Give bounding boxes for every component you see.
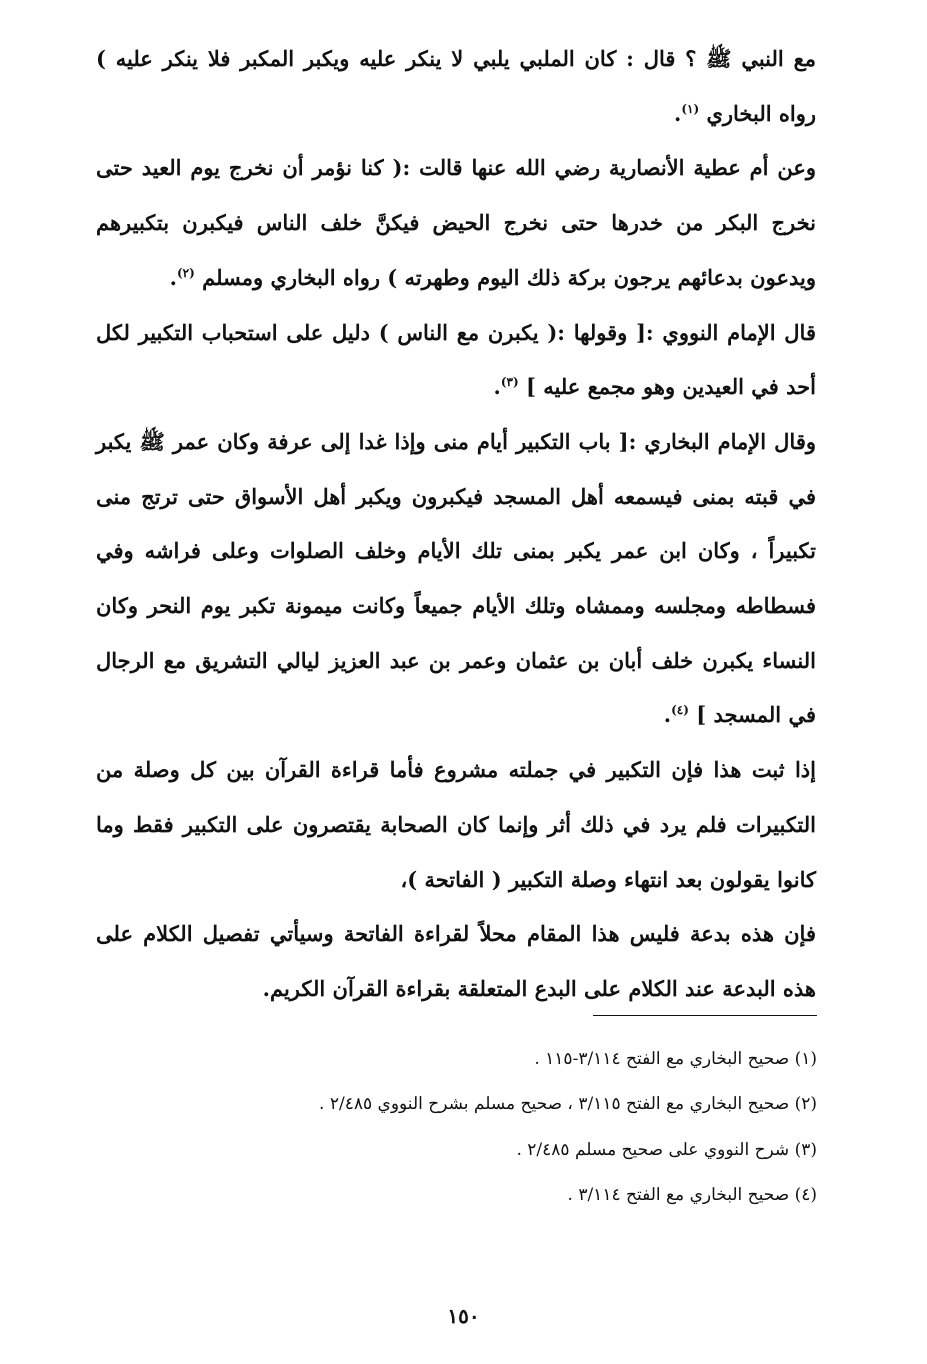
paragraph-text: فإن هذه بدعة فليس هذا المقام محلاً لقراءة الفاتحة وسيأتي تفصيل الكلام على هذه البدعة عند الكلام على البدع المتعلقة بقراءة القرآن الكريم. — [96, 921, 816, 1001]
footnote-ref: (٢) — [176, 265, 195, 280]
paragraph-text: قال الإمام النووي :[ وقولها :( يكبرن مع الناس ) دليل على استحباب التكبير لكل أحد في العيدين وهو مجمع عليه ] — [96, 319, 816, 400]
paragraph-tail: . — [493, 374, 501, 400]
footnote-separator — [593, 1015, 817, 1016]
paragraph-tail: . — [169, 264, 177, 290]
paragraph-6 — [96, 907, 816, 1016]
footnote-ref: (١) — [681, 101, 700, 116]
paragraph-1 — [96, 32, 816, 141]
paragraph-tail: . — [674, 100, 682, 126]
paragraph-2 — [96, 141, 816, 305]
page-number: ١٥٠ — [447, 1304, 480, 1328]
paragraph-text: مع النبي ﷺ ؟ قال : كان الملبي يلبي لا ينكر عليه ويكبر المكبر فلا ينكر عليه ) رواه البخاري — [96, 46, 816, 126]
paragraph-tail: . — [663, 702, 672, 728]
footnote-4: (٤) صحيح البخاري مع الفتح ٣/١١٤ . — [567, 1184, 817, 1205]
footnote-ref: (٤) — [671, 703, 689, 718]
footnote-3: (٣) شرح النووي على صحيح مسلم ٢/٤٨٥ . — [516, 1139, 817, 1160]
paragraph-3 — [96, 306, 816, 415]
paragraph-text: وقال الإمام البخاري :[ باب التكبير أيام منى وإذا غدا إلى عرفة وكان عمر ﷺ يكبر في قبته بمنى فيسمعه أهل المسجد فيكبرون ويكبر أهل الأسواق حتى ترتج منى تكبيراً ، وكان ابن عمر يكبر بمنى تلك الأيام وخلف الصلوات وعلى فراشه وفي فسطاطه ومجلسه وممشاه وتلك الأيام جميعاً وكانت ميمونة تكبر يوم النحر وكان النساء يكبرن خلف أبان بن عثمان وعمر بن عبد العزيز ليالي التشريق مع الرجال في المسجد ] — [96, 428, 816, 728]
footnote-1: (١) صحيح البخاري مع الفتح ٣/١١٤-١١٥ . — [534, 1049, 817, 1069]
footnote-2: (٢) صحيح البخاري مع الفتح ٣/١١٥ ، صحيح مسلم بشرح النووي ٢/٤٨٥ . — [319, 1094, 817, 1115]
paragraph-5 — [96, 743, 816, 907]
main-text — [96, 32, 816, 1017]
footnote-ref: (٣) — [500, 375, 519, 390]
paragraph-4 — [96, 415, 816, 743]
footnotes — [150, 1037, 817, 1218]
paragraph-text: وعن أم عطية الأنصارية رضي الله عنها قالت :( كنا نؤمر أن نخرج يوم العيد حتى نخرج البكر من خدرها حتى نخرج الحيض فيكنَّ خلف الناس فيكبرن بتكبيرهم ويدعون بدعائهم يرجون بركة ذلك اليوم وطهرته ) رواه البخاري ومسلم — [96, 155, 816, 290]
paragraph-text: إذا ثبت هذا فإن التكبير في جملته مشروع فأما قراءة القرآن بين كل وصلة من التكبيرات فلم يرد في ذلك أثر وإنما كان الصحابة يقتصرون على التكبير فقط وما كانوا يقولون بعد انتهاء وصلة التكبير ( الفاتحة )، — [96, 757, 816, 892]
